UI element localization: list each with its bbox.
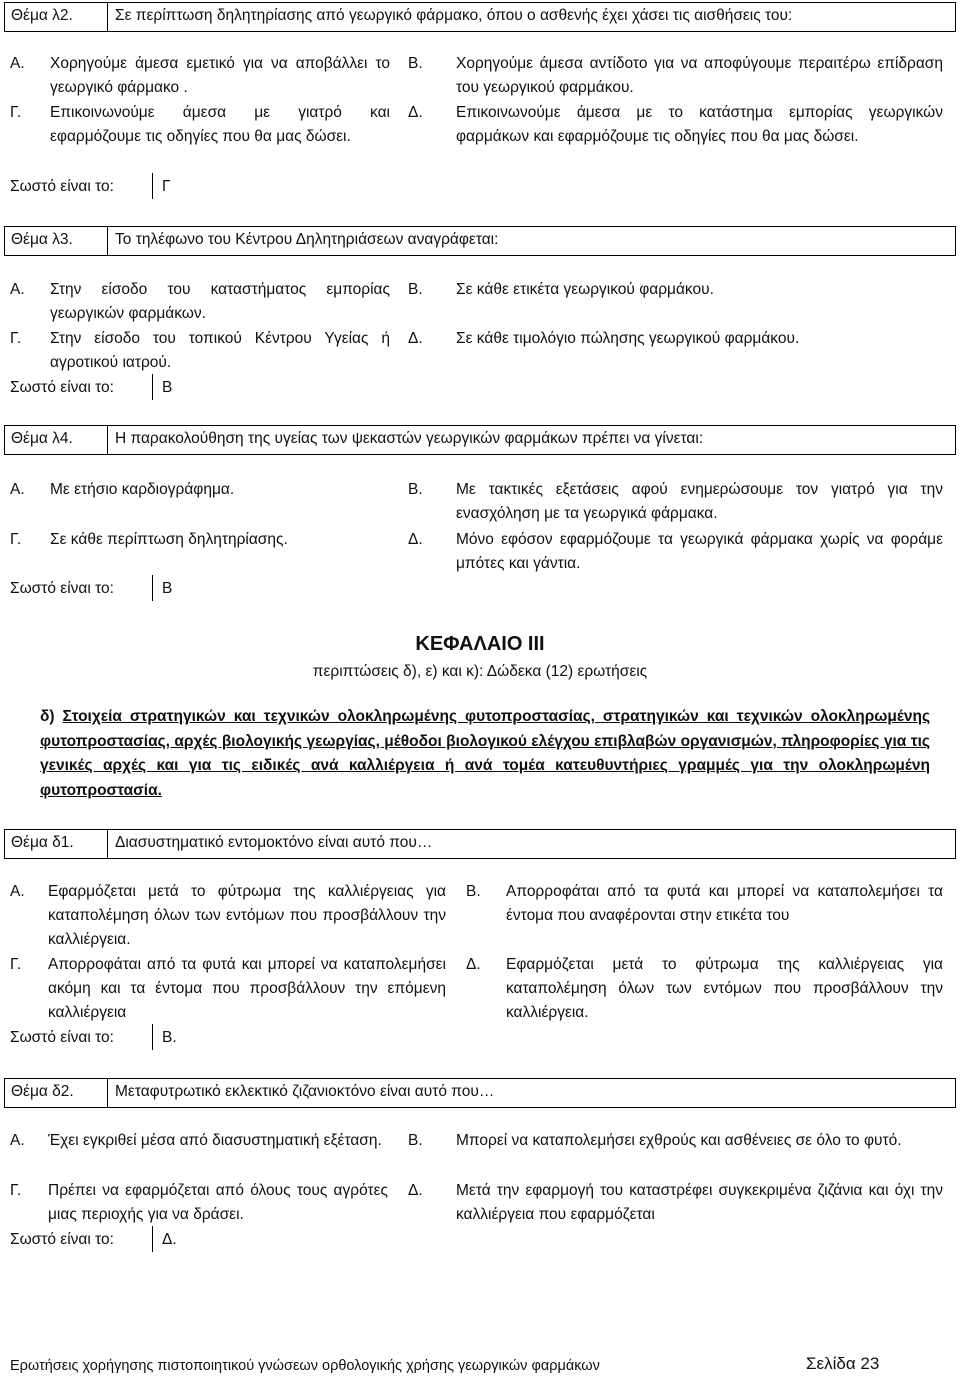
answer-divider: [152, 173, 153, 199]
option-letter: Α.: [10, 55, 25, 72]
option-text: Μετά την εφαρμογή του καταστρέφει συγκεκριμένα ζιζάνια και όχι την καλλιέργεια που εφαρμόζεται: [456, 1182, 943, 1223]
option-letter: Β.: [408, 1132, 423, 1149]
option-letter: Δ.: [408, 104, 423, 121]
answer-value: Β.: [162, 1029, 177, 1046]
answer-divider: [152, 1024, 153, 1050]
option-text: Μπορεί να καταπολεμήσει εχθρούς και ασθένειες σε όλο το φυτό.: [456, 1132, 902, 1149]
answer-divider: [152, 575, 153, 601]
option-letter: Β.: [466, 883, 481, 900]
question-header-l3: [4, 226, 956, 256]
option-letter: Δ.: [408, 330, 423, 347]
answer-label: Σωστό είναι το:: [10, 1029, 114, 1046]
option-text: Απορροφάται από τα φυτά και μπορεί να καταπολεμήσει τα έντομα που αναφέρονται στην ετικέτα του: [506, 883, 943, 924]
option-text: Απορροφάται από τα φυτά και μπορεί να καταπολεμήσει ακόμη και τα έντομα που προσβάλλουν την επόμενη καλλιέργεια: [48, 956, 446, 1021]
option-text: Σε κάθε τιμολόγιο πώλησης γεωργικού φαρμάκου.: [456, 330, 800, 347]
chapter-title: ΚΕΦΑΛΑΙΟ ΙΙΙ: [415, 633, 545, 655]
option-text: Σε κάθε περίπτωση δηλητηρίασης.: [50, 531, 288, 548]
question-number: Θέμα λ3.: [11, 231, 73, 248]
header-divider: [107, 1079, 108, 1107]
answer-value: Γ: [162, 178, 171, 195]
option-letter: Α.: [10, 883, 25, 900]
option-text: Με τακτικές εξετάσεις αφού ενημερώσουμε τον γιατρό για την ενασχόληση με τα γεωργικά φάρμακα.: [456, 481, 943, 522]
chapter-subtitle: περιπτώσεις δ), ε) και κ): Δώδεκα (12) ερωτήσεις: [312, 663, 648, 680]
header-divider: [107, 3, 108, 31]
question-header-l2: [4, 2, 956, 32]
answer-label: Σωστό είναι το:: [10, 178, 114, 195]
page-number: Σελίδα 23: [806, 1354, 880, 1373]
answer-label: Σωστό είναι το:: [10, 379, 114, 396]
page-footer: Ερωτήσεις χορήγησης πιστοποιητικού γνώσεων ορθολογικής χρήσης γεωργικών φαρμάκων: [10, 1358, 600, 1374]
option-letter: Γ.: [10, 956, 22, 973]
option-letter: Δ.: [408, 1182, 423, 1199]
question-number: Θέμα λ2.: [11, 7, 73, 24]
option-text: Στην είσοδο του τοπικού Κέντρου Υγείας ή αγροτικού ιατρού.: [50, 330, 390, 371]
header-divider: [107, 426, 108, 454]
answer-label: Σωστό είναι το:: [10, 1231, 114, 1248]
option-letter: Γ.: [10, 104, 22, 121]
option-text: Χορηγούμε άμεσα εμετικό για να αποβάλλει το γεωργικό φάρμακο .: [50, 55, 390, 96]
option-text: Επικοινωνούμε άμεσα με το κατάστημα εμπορίας γεωργικών φαρμάκων και εφαρμόζουμε τις οδηγίες που θα μας δώσει.: [456, 104, 943, 145]
section-prefix: δ): [40, 708, 55, 725]
option-letter: Β.: [408, 281, 423, 298]
option-letter: Γ.: [10, 330, 22, 347]
answer-label: Σωστό είναι το:: [10, 580, 114, 597]
option-letter: Δ.: [466, 956, 481, 973]
option-text: Με ετήσιο καρδιογράφημα.: [50, 481, 235, 498]
option-text: Εφαρμόζεται μετά το φύτρωμα της καλλιέργειας για καταπολέμηση όλων των εντόμων που προσβάλλουν την καλλιέργεια.: [506, 956, 943, 1021]
option-text: Πρέπει να εφαρμόζεται από όλους τους αγρότες μιας περιοχής για να δράσει.: [48, 1182, 388, 1223]
section-text: Στοιχεία στρατηγικών και τεχνικών ολοκληρωμένης φυτοπροστασίας, στρατηγικών και τεχνικών ολοκληρωμένης φυτοπροστασίας, αρχές βιολογικής γεωργίας, μέθοδοι βιολογικού ελέγχου επιβλαβών οργανισμών, πληροφορίες για τις γενικές αρχές και για τις ειδικές ανά καλλιέργεια ή ανά τομέα κατευθυντήριες γραμμές για την ολοκληρωμένη φυτοπροστασία.: [40, 708, 930, 799]
answer-divider: [152, 374, 153, 400]
option-text: Στην είσοδο του καταστήματος εμπορίας γεωργικών φαρμάκων.: [50, 281, 390, 322]
question-text: Το τηλέφωνο του Κέντρου Δηλητηριάσεων αναγράφεται:: [115, 231, 499, 248]
answer-value: Β: [162, 379, 173, 396]
question-text: Μεταφυτρωτικό εκλεκτικό ζιζανιοκτόνο είναι αυτό που…: [115, 1083, 495, 1100]
option-letter: Β.: [408, 55, 423, 72]
question-number: Θέμα λ4.: [11, 430, 73, 447]
option-letter: Α.: [10, 1132, 25, 1149]
question-number: Θέμα δ2.: [11, 1083, 74, 1100]
answer-divider: [152, 1226, 153, 1252]
header-divider: [107, 227, 108, 255]
option-letter: Γ.: [10, 1182, 22, 1199]
option-letter: Α.: [10, 481, 25, 498]
question-header-d2: [4, 1078, 956, 1108]
answer-value: Β: [162, 580, 173, 597]
header-divider: [107, 830, 108, 858]
option-text: Χορηγούμε άμεσα αντίδοτο για να αποφύγουμε περαιτέρω επίδραση του γεωργικού φαρμάκου.: [456, 55, 943, 96]
option-text: Μόνο εφόσον εφαρμόζουμε τα γεωργικά φάρμακα χωρίς να φοράμε μπότες και γάντια.: [456, 531, 943, 572]
option-letter: Δ.: [408, 531, 423, 548]
option-letter: Α.: [10, 281, 25, 298]
question-header-d1: [4, 829, 956, 859]
option-text: Έχει εγκριθεί μέσα από διασυστηματική εξέταση.: [48, 1132, 382, 1149]
question-text: Διασυστηματικό εντομοκτόνο είναι αυτό που…: [115, 834, 433, 851]
option-letter: Γ.: [10, 531, 22, 548]
option-text: Σε κάθε ετικέτα γεωργικού φαρμάκου.: [456, 281, 714, 298]
question-text: Η παρακολούθηση της υγείας των ψεκαστών γεωργικών φαρμάκων πρέπει να γίνεται:: [115, 430, 704, 447]
question-text: Σε περίπτωση δηλητηρίασης από γεωργικό φάρμακο, όπου ο ασθενής έχει χάσει τις αισθήσεις του:: [115, 7, 793, 24]
section-d-heading: [40, 705, 930, 803]
option-letter: Β.: [408, 481, 423, 498]
question-number: Θέμα δ1.: [11, 834, 74, 851]
option-text: Επικοινωνούμε άμεσα με γιατρό και εφαρμόζουμε τις οδηγίες που θα μας δώσει.: [50, 104, 390, 145]
option-text: Εφαρμόζεται μετά το φύτρωμα της καλλιέργειας για καταπολέμηση όλων των εντόμων που προσβάλλουν την καλλιέργεια.: [48, 883, 446, 948]
answer-value: Δ.: [162, 1231, 177, 1248]
question-header-l4: [4, 425, 956, 455]
